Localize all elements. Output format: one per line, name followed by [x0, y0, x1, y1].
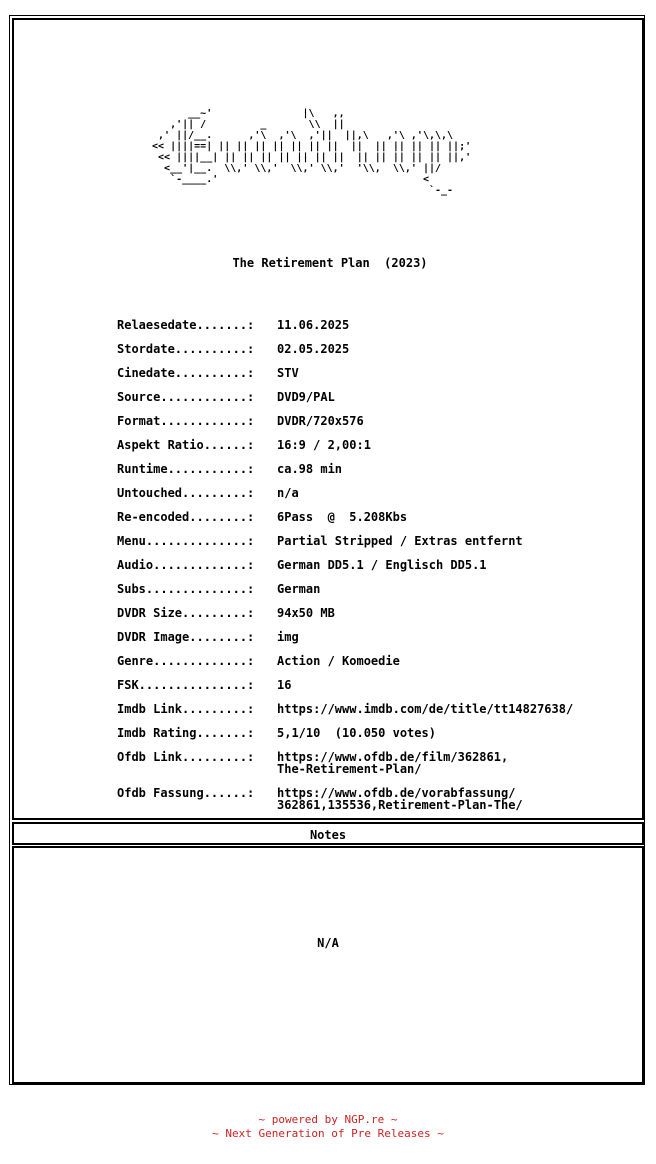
info-key: Cinedate..........: — [117, 366, 255, 380]
info-key: Imdb Rating.......: — [117, 726, 255, 740]
info-key: Runtime...........: — [117, 462, 255, 476]
footer-powered-by: ~ powered by NGP.re ~ — [258, 1113, 398, 1126]
info-row — [117, 787, 573, 811]
info-row — [117, 415, 573, 427]
info-value: Action / Komoedie — [277, 654, 400, 668]
info-value: 6Pass @ 5.208Kbs — [277, 510, 408, 524]
info-value: 94x50 MB — [277, 606, 335, 620]
info-value: 11.06.2025 — [277, 318, 350, 332]
info-row — [117, 487, 573, 499]
info-value: n/a — [277, 486, 299, 500]
info-key: Aspekt Ratio......: — [117, 438, 255, 452]
info-row — [117, 511, 573, 523]
info-row — [117, 751, 573, 775]
info-key: Format............: — [117, 414, 255, 428]
info-key: Ofdb Fassung......: — [117, 786, 255, 800]
info-value: STV — [277, 366, 299, 380]
info-row — [117, 343, 573, 355]
info-value: 16 — [277, 678, 292, 692]
info-value: https://www.imdb.com/de/title/tt14827638/ — [277, 702, 574, 716]
info-row — [117, 319, 573, 331]
info-key: Ofdb Link.........: — [117, 750, 255, 764]
info-row — [117, 535, 573, 547]
info-row — [117, 367, 573, 379]
info-value: German DD5.1 / Englisch DD5.1 — [277, 558, 487, 572]
info-key: Relaesedate.......: — [117, 318, 255, 332]
info-row — [117, 655, 573, 667]
goodboy-ascii-logo: __~' |\ ,, ,'|| / _ \\ || ,' ||/__. ,'\ ,'\ ,'|| ||,\ ,'\ ,'\,\,\ << ||||==| || || || || || || || || || || || || ||;' << ||||__| || || || || || || || || || || || || ||,' <__'|__. \\,' \\,' \\,' \\,' '\\, \\,' ||/ `-____.' < `-_- — [152, 108, 472, 196]
info-value: 02.05.2025 — [277, 342, 350, 356]
info-key: Menu..............: — [117, 534, 255, 548]
info-value: German — [277, 582, 321, 596]
release-title: The Retirement Plan (2023) — [232, 256, 428, 270]
info-key: DVDR Image........: — [117, 630, 255, 644]
info-row — [117, 727, 573, 739]
info-value: img — [277, 630, 299, 644]
info-row — [117, 439, 573, 451]
info-key: Re-encoded........: — [117, 510, 255, 524]
info-value: DVD9/PAL — [277, 390, 335, 404]
info-key: Untouched.........: — [117, 486, 255, 500]
notes-header — [12, 822, 644, 845]
info-value: ca.98 min — [277, 462, 343, 476]
info-value: DVDR/720x576 — [277, 414, 364, 428]
info-value: https://www.ofdb.de/vorabfassung/ 362861,135536,Retirement-Plan-The/ — [277, 786, 523, 812]
info-row — [117, 463, 573, 475]
info-row — [117, 607, 573, 619]
info-row — [117, 583, 573, 595]
release-info-panel — [12, 18, 644, 820]
footer-credits — [0, 1113, 656, 1141]
info-row — [117, 631, 573, 643]
footer-tagline: ~ Next Generation of Pre Releases ~ — [212, 1127, 444, 1140]
info-value: 5,1/10 (10.050 votes) — [277, 726, 436, 740]
info-value: Partial Stripped / Extras entfernt — [277, 534, 523, 548]
info-key: Stordate..........: — [117, 342, 255, 356]
info-key: Genre.............: — [117, 654, 255, 668]
info-value: https://www.ofdb.de/film/362861, The-Retirement-Plan/ — [277, 750, 509, 776]
notes-panel — [12, 846, 644, 1084]
info-row — [117, 391, 573, 403]
info-key: DVDR Size.........: — [117, 606, 255, 620]
notes-text: N/A — [317, 936, 339, 950]
release-info-list — [117, 319, 573, 823]
info-value: 16:9 / 2,00:1 — [277, 438, 371, 452]
info-key: Imdb Link.........: — [117, 702, 255, 716]
info-row — [117, 679, 573, 691]
info-key: FSK...............: — [117, 678, 255, 692]
info-row — [117, 559, 573, 571]
info-key: Source............: — [117, 390, 255, 404]
notes-label: Notes — [309, 828, 347, 842]
info-row — [117, 703, 573, 715]
info-key: Subs..............: — [117, 582, 255, 596]
info-key: Audio.............: — [117, 558, 255, 572]
